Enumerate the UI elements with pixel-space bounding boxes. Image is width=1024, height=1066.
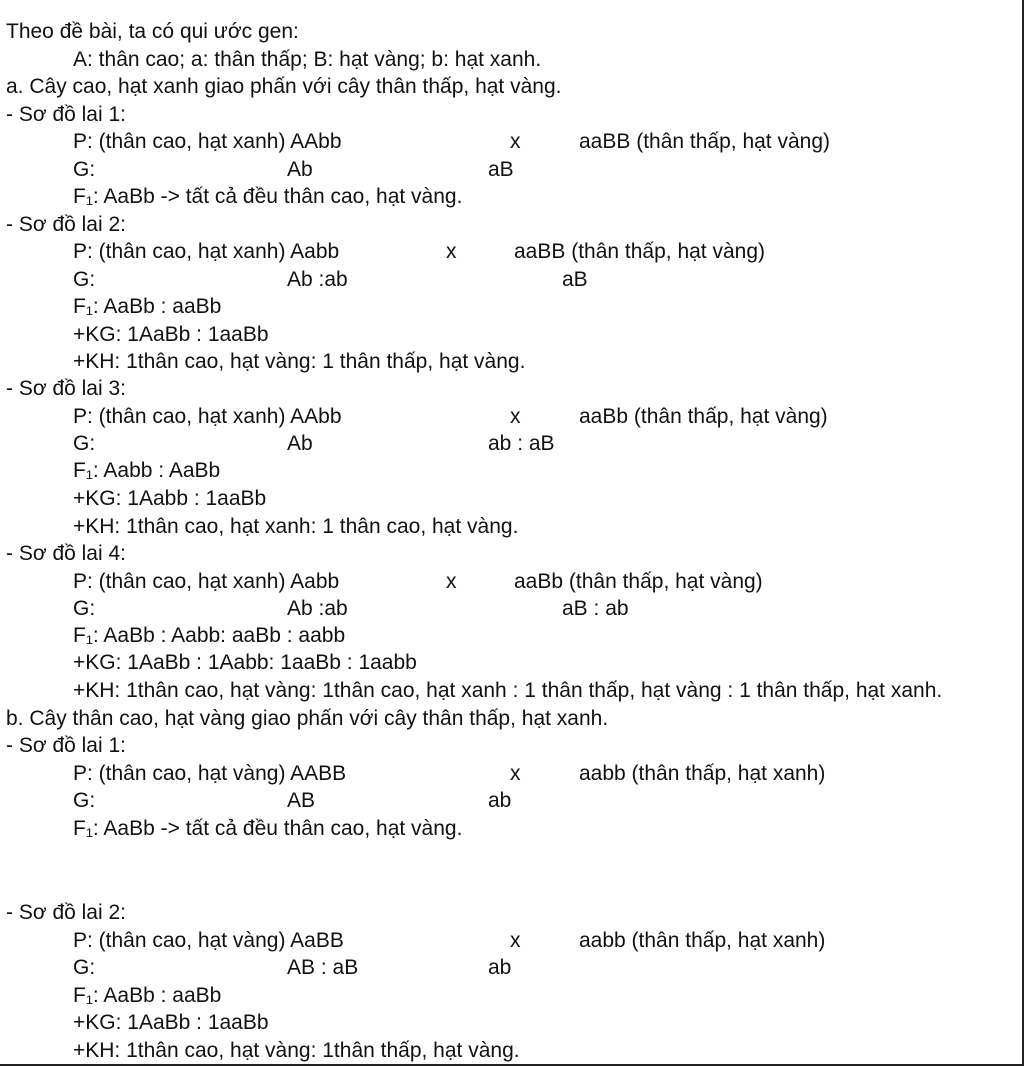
line-text: +KG: 1Aabb : 1aaBb	[73, 487, 267, 510]
gamete-left: Ab	[287, 158, 313, 181]
gamete-right: ab	[488, 956, 512, 979]
parent-left: P: (thân cao, hạt vàng) AABB	[73, 762, 347, 785]
parent-right: aabb (thân thấp, hạt xanh)	[579, 929, 826, 952]
gamete-label: G:	[73, 432, 96, 455]
gamete-right: aB : ab	[562, 597, 629, 620]
gamete-left: Ab :ab	[287, 597, 348, 620]
line-text: - Sơ đồ lai 4:	[6, 542, 126, 565]
line-text: - Sơ đồ lai 2:	[6, 901, 126, 924]
gamete-right: ab	[488, 789, 512, 812]
line-text: b. Cây thân cao, hạt vàng giao phấn với cây thân thấp, hạt xanh.	[6, 707, 609, 730]
gamete-label: G:	[73, 956, 96, 979]
gamete-left: AB	[287, 789, 316, 812]
parent-left: P: (thân cao, hạt vàng) AaBB	[73, 929, 344, 952]
cross-symbol: x	[446, 240, 457, 263]
parent-right: aaBb (thân thấp, hạt vàng)	[514, 570, 763, 593]
line-text: F₁: AaBb : aaBb	[73, 984, 222, 1007]
line-text: +KG: 1AaBb : 1Aabb: 1aaBb : 1aabb	[73, 651, 417, 674]
line-text: F₁: Aabb : AaBb	[73, 459, 221, 482]
cross-symbol: x	[510, 405, 521, 428]
cross-symbol: x	[446, 570, 457, 593]
line-text: F₁: AaBb -> tất cả đều thân cao, hạt vàng.	[73, 185, 463, 208]
line-text: - Sơ đồ lai 1:	[6, 103, 126, 126]
line-text: a. Cây cao, hạt xanh giao phấn với cây thân thấp, hạt vàng.	[6, 75, 562, 98]
parent-right: aaBb (thân thấp, hạt vàng)	[579, 405, 828, 428]
parent-right: aaBB (thân thấp, hạt vàng)	[514, 240, 766, 263]
gamete-label: G:	[73, 597, 96, 620]
gamete-left: Ab	[287, 432, 313, 455]
parent-right: aabb (thân thấp, hạt xanh)	[579, 762, 826, 785]
line-text: A: thân cao; a: thân thấp; B: hạt vàng; b: hạt xanh.	[73, 48, 542, 71]
cross-symbol: x	[510, 929, 521, 952]
parent-left: P: (thân cao, hạt xanh) AAbb	[73, 405, 342, 428]
parent-right: aaBB (thân thấp, hạt vàng)	[579, 130, 831, 153]
gamete-label: G:	[73, 158, 96, 181]
line-text: +KG: 1AaBb : 1aaBb	[73, 1011, 269, 1034]
line-text: +KH: 1thân cao, hạt vàng: 1 thân thấp, hạt vàng.	[73, 350, 526, 373]
line-text: +KH: 1thân cao, hạt vàng: 1thân thấp, hạt vàng.	[73, 1039, 520, 1062]
line-text: - Sơ đồ lai 2:	[6, 213, 126, 236]
line-text: - Sơ đồ lai 1:	[6, 734, 126, 757]
line-text: +KH: 1thân cao, hạt xanh: 1 thân cao, hạt vàng.	[73, 515, 519, 538]
gamete-right: aB	[562, 268, 588, 291]
gamete-right: aB	[488, 158, 514, 181]
line-text: +KH: 1thân cao, hạt vàng: 1thân cao, hạt xanh : 1 thân thấp, hạt vàng : 1 thân thấp, hạt xanh.	[73, 679, 943, 702]
line-text: +KG: 1AaBb : 1aaBb	[73, 323, 269, 346]
line-text: F₁: AaBb : aaBb	[73, 295, 222, 318]
parent-left: P: (thân cao, hạt xanh) Aabb	[73, 570, 340, 593]
gamete-left: Ab :ab	[287, 268, 348, 291]
parent-left: P: (thân cao, hạt xanh) AAbb	[73, 130, 342, 153]
line-text: F₁: AaBb -> tất cả đều thân cao, hạt vàng.	[73, 817, 463, 840]
cross-symbol: x	[510, 130, 521, 153]
cross-symbol: x	[510, 762, 521, 785]
gamete-label: G:	[73, 268, 96, 291]
gamete-label: G:	[73, 789, 96, 812]
gamete-right: ab : aB	[488, 432, 555, 455]
line-text: - Sơ đồ lai 3:	[6, 377, 126, 400]
line-text: F₁: AaBb : Aabb: aaBb : aabb	[73, 624, 346, 647]
parent-left: P: (thân cao, hạt xanh) Aabb	[73, 240, 340, 263]
gamete-left: AB : aB	[287, 956, 359, 979]
line-text: Theo đề bài, ta có qui ước gen:	[6, 20, 299, 43]
